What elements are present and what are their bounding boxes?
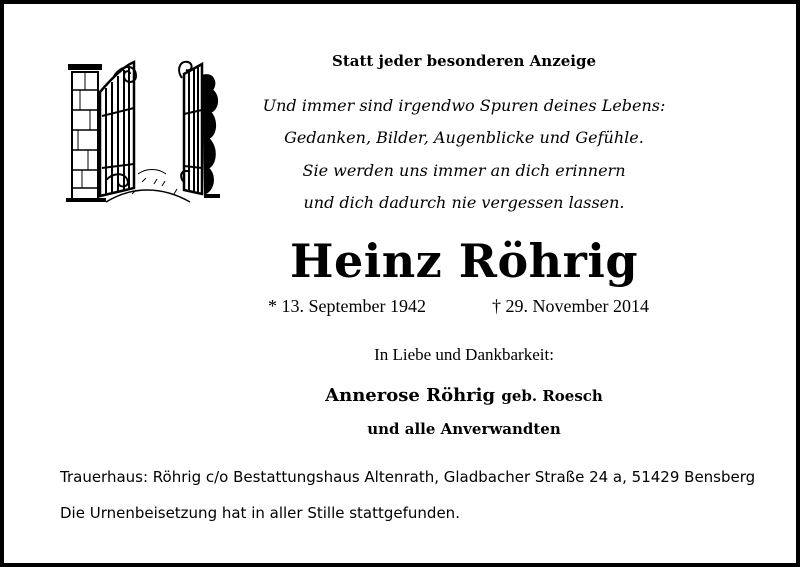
verse-line-3: Sie werden uns immer an dich erinnern [302,161,626,180]
mourner-nee: geb. Roesch [501,387,603,405]
deceased-name: Heinz Röhrig [289,234,638,288]
notice-header: Statt jeder besonderen Anzeige [331,52,597,70]
death-date: † 29. November 2014 [492,296,649,316]
intro-line: In Liebe und Dankbarkeit: [374,345,554,364]
mourner-line [234,385,694,406]
mourner-name: Annerose Röhrig [325,385,496,406]
birth-date: * 13. September 1942 [268,296,426,316]
verse-line-4: und dich dadurch nie vergessen lassen. [303,193,625,212]
verse-line-2: Gedanken, Bilder, Augenblicke und Gefühle. [284,128,644,147]
relatives-line: und alle Anverwandten [367,420,561,438]
verse-line-1: Und immer sind irgendwo Spuren deines Lebens: [262,96,666,115]
mourning-house-address: Trauerhaus: Röhrig c/o Bestattungshaus Altenrath, Gladbacher Straße 24 a, 51429 Bensberg [60,468,756,486]
open-gate-icon [62,56,222,208]
burial-note: Die Urnenbeisetzung hat in aller Stille stattgefunden. [60,504,460,522]
